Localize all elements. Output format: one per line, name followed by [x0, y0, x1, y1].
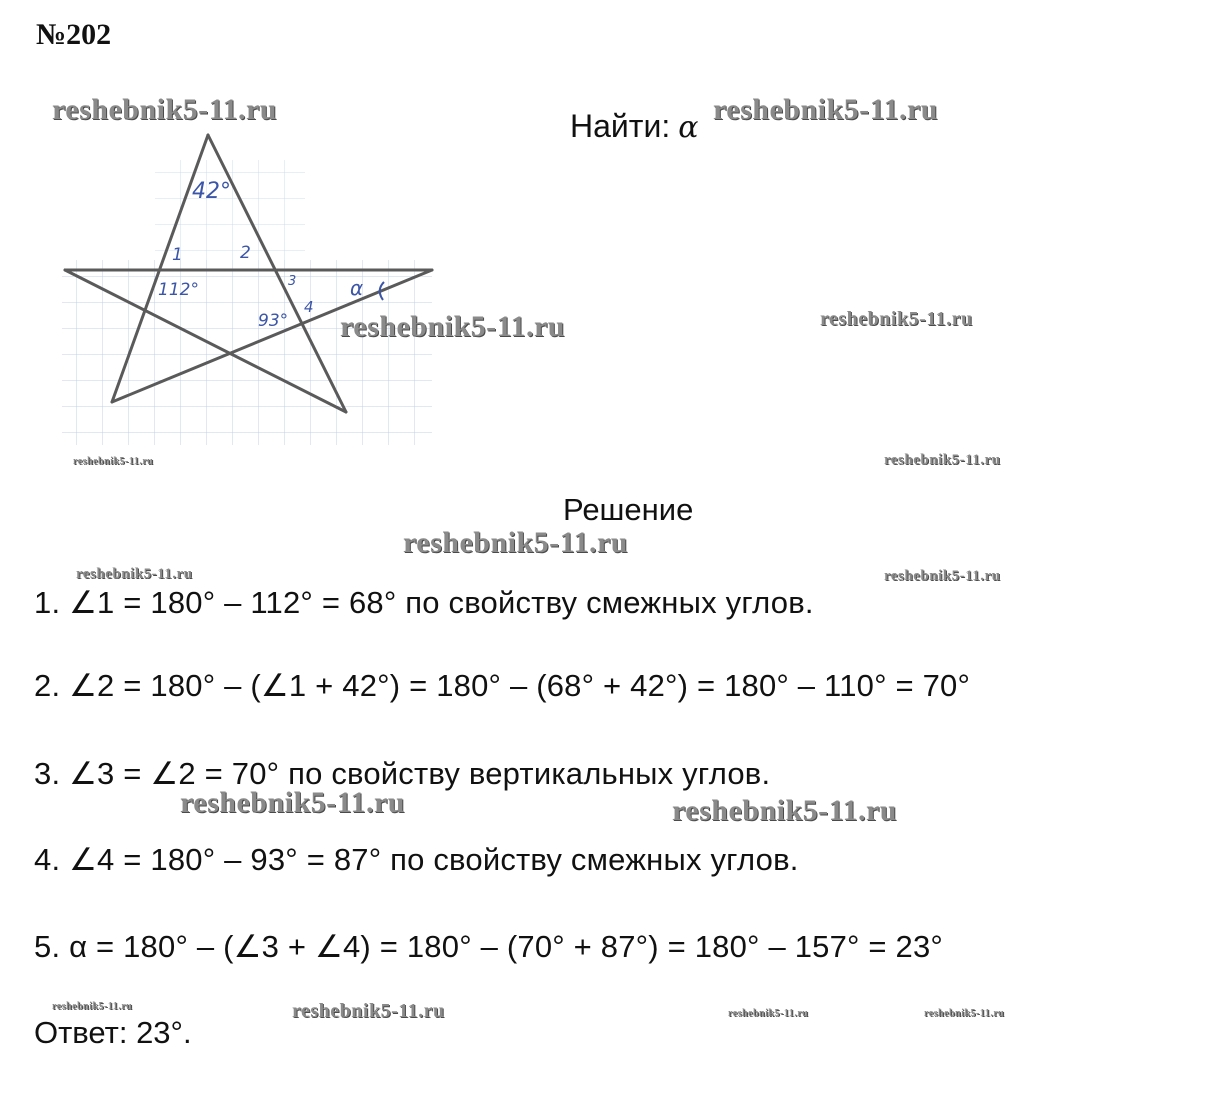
watermark: reshebnik5-11.ru: [73, 456, 154, 467]
watermark: reshebnik5-11.ru: [728, 1008, 809, 1019]
watermark: reshebnik5-11.ru: [180, 786, 405, 819]
watermark: reshebnik5-11.ru: [340, 310, 565, 343]
watermark: reshebnik5-11.ru: [76, 566, 193, 582]
watermark: reshebnik5-11.ru: [52, 93, 277, 126]
watermark: reshebnik5-11.ru: [820, 308, 973, 330]
answer: Ответ: 23°.: [34, 1015, 192, 1050]
problem-number: №202: [36, 18, 112, 51]
find-alpha: α: [678, 110, 699, 145]
label-93: 93°: [258, 311, 289, 331]
label-42: 42°: [192, 179, 231, 204]
watermark: reshebnik5-11.ru: [884, 568, 1001, 584]
label-112: 112°: [158, 280, 199, 300]
watermark: reshebnik5-11.ru: [884, 452, 1001, 468]
grid-paper: [62, 260, 432, 445]
find-statement: [570, 108, 698, 145]
solution-heading: Решение: [563, 492, 694, 527]
watermark: reshebnik5-11.ru: [924, 1008, 1005, 1019]
watermark: reshebnik5-11.ru: [52, 1001, 133, 1012]
watermark: reshebnik5-11.ru: [713, 93, 938, 126]
label-angle1: 1: [172, 245, 183, 265]
star-figure: [50, 120, 450, 450]
label-angle3: 3: [288, 274, 297, 289]
find-label: Найти:: [570, 108, 671, 144]
label-angle4: 4: [304, 298, 314, 316]
label-angle2: 2: [240, 243, 251, 263]
label-alpha: α: [350, 276, 364, 300]
watermark: reshebnik5-11.ru: [292, 1000, 445, 1022]
solution-step-2: 2. ∠2 = 180° – (∠1 + 42°) = 180° – (68° + 42°) = 180° – 110° = 70°: [34, 668, 971, 703]
solution-step-1: 1. ∠1 = 180° – 112° = 68° по свойству смежных углов.: [34, 585, 814, 620]
watermark: reshebnik5-11.ru: [672, 794, 897, 827]
solution-step-3: 3. ∠3 = ∠2 = 70° по свойству вертикальных углов.: [34, 756, 771, 791]
solution-step-5: 5. α = 180° – (∠3 + ∠4) = 180° – (70° + 87°) = 180° – 157° = 23°: [34, 929, 944, 964]
solution-step-4: 4. ∠4 = 180° – 93° = 87° по свойству смежных углов.: [34, 842, 799, 877]
watermark: reshebnik5-11.ru: [403, 526, 628, 559]
